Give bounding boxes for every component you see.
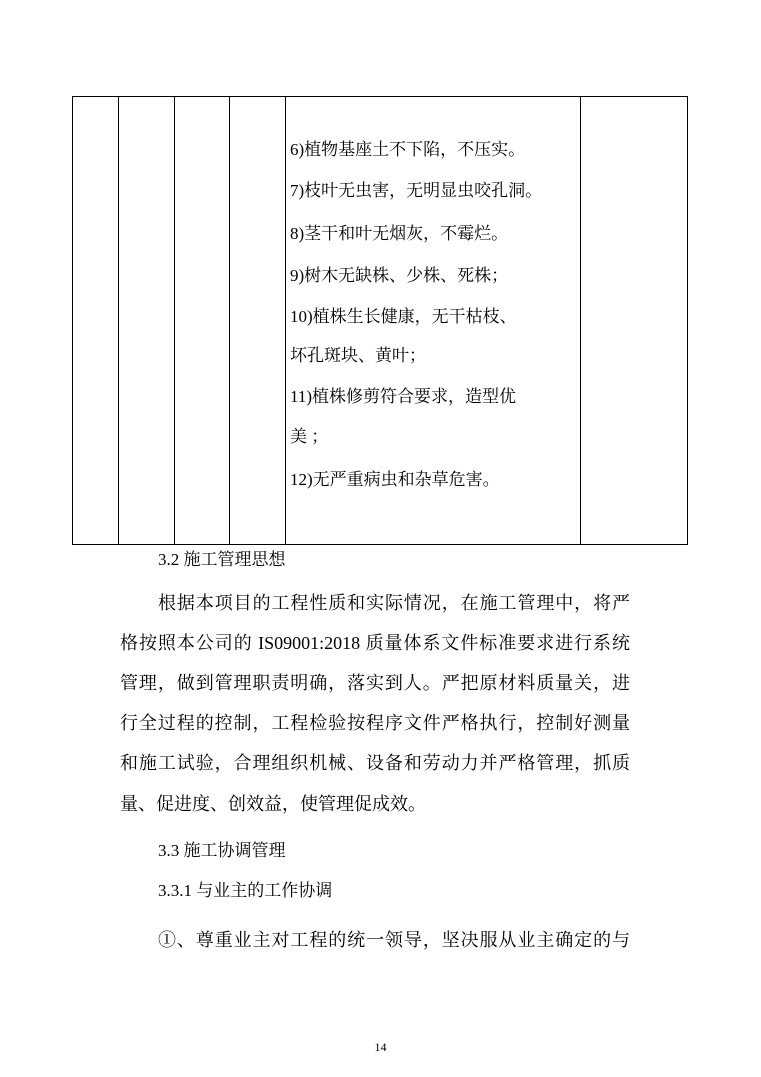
table-cell-line: 12)无严重病虫和杂草危害。	[290, 470, 500, 489]
table-cell-line: 10)植株生长健康，无干枯枝、	[290, 307, 517, 326]
section-heading-3-3: 3.3 施工协调管理	[158, 841, 286, 860]
paragraph-line: 格按照本公司的 IS09001:2018 质量体系文件标准要求进行系统	[120, 633, 630, 653]
table-cell-line: 8)茎干和叶无烟灰，不霉烂。	[290, 224, 509, 243]
table-column-divider	[229, 97, 230, 544]
table-cell-line: 7)枝叶无虫害，无明显虫咬孔洞。	[290, 181, 543, 200]
table-cell-line: 9)树木无缺株、少株、死株；	[290, 266, 509, 285]
page-number: 14	[374, 1040, 387, 1054]
list-item: ①、尊重业主对工程的统一领导，坚决服从业主确定的与	[158, 930, 630, 950]
paragraph-line: 量、促进度、创效益，使管理促成效。	[120, 794, 426, 814]
table-column-divider	[118, 97, 119, 544]
table-cell-line: 美 ；	[290, 427, 329, 446]
paragraph-line: 行全过程的控制，工程检验按程序文件严格执行，控制好测量	[120, 713, 630, 733]
table-column-divider	[174, 97, 175, 544]
table-column-divider	[580, 97, 581, 544]
table-column-divider	[285, 97, 286, 544]
table-cell-line: 11)植株修剪符合要求，造型优	[290, 387, 517, 406]
section-heading-3-2: 3.2 施工管理思想	[158, 550, 286, 569]
table-cell-line: 6)植物基座土不下陷，不压实。	[290, 140, 526, 159]
subsection-heading-3-3-1: 3.3.1 与业主的工作协调	[158, 881, 333, 900]
paragraph-line: 管理，做到管理职责明确，落实到人。严把原材料质量关，进	[120, 673, 630, 693]
paragraph-line: 和施工试验，合理组织机械、设备和劳动力并严格管理，抓质	[120, 753, 630, 773]
paragraph-line: 根据本项目的工程性质和实际情况，在施工管理中，将严	[158, 593, 630, 613]
table-cell-line: 坏孔斑块、黄叶；	[290, 346, 426, 365]
